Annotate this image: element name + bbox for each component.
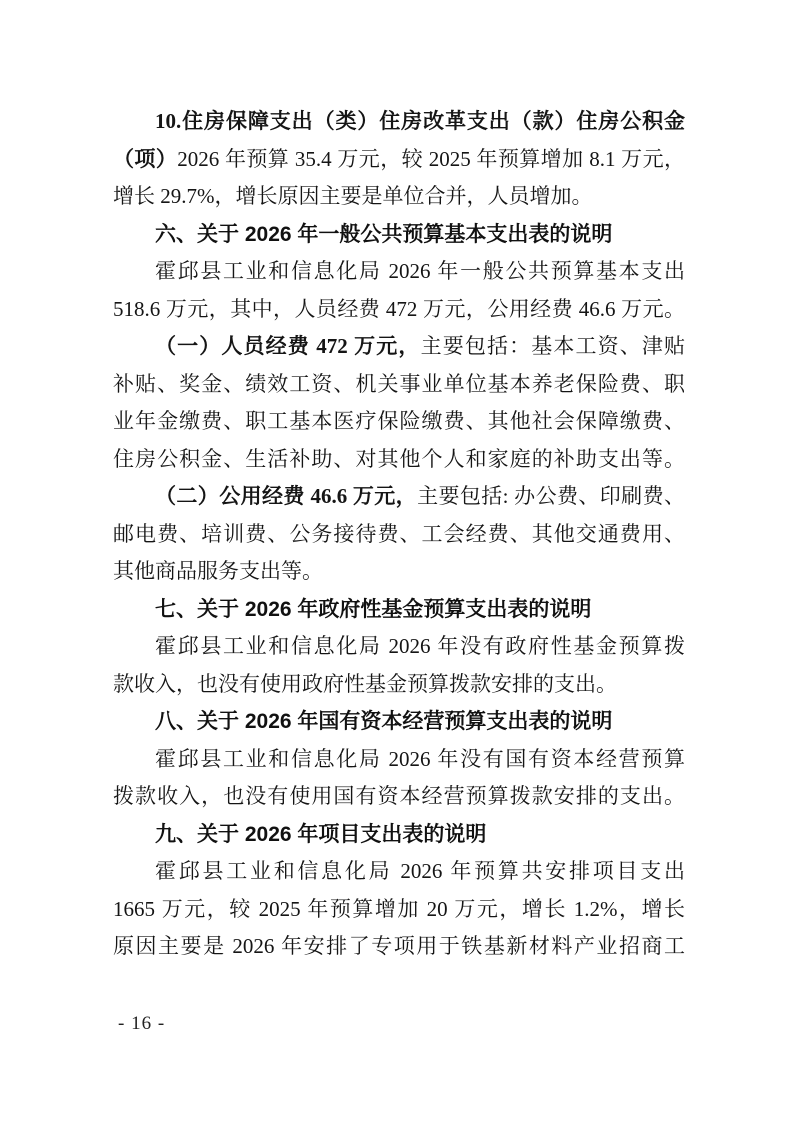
- document-content: [113, 103, 685, 966]
- section9-heading: [113, 816, 685, 854]
- text-segment: 款收入，也没有使用政府性基金预算拨款安排的支出。: [113, 671, 617, 696]
- section7-para-line-1: [113, 628, 685, 666]
- text-segment: 霍邱县工业和信息化局 2026 年没有国有资本经营预算: [155, 746, 685, 771]
- page-number: - 16 -: [118, 1013, 166, 1034]
- item10-housing-line-2: [113, 141, 685, 179]
- text-segment: 2026 年预算 35.4 万元，较 2025 年预算增加 8.1 万元，: [177, 146, 685, 171]
- text-segment: 其他商品服务支出等。: [113, 559, 323, 583]
- bold-text-segment: 八、关于 2026 年国有资本经营预算支出表的说明: [155, 710, 613, 733]
- bold-text-segment: （二）公用经费 46.6 万元，: [155, 484, 418, 508]
- section6-para-line-2: [113, 291, 685, 329]
- text-segment: 主要包括: 办公费、印刷费、: [417, 484, 685, 508]
- text-segment: 霍邱县工业和信息化局 2026 年预算共安排项目支出: [155, 859, 685, 883]
- section6-para-line-1: [113, 253, 685, 291]
- text-segment: 拨款收入，也没有使用国有资本经营预算拨款安排的支出。: [113, 784, 685, 808]
- text-segment: 业年金缴费、职工基本医疗保险缴费、其他社会保障缴费、: [113, 409, 685, 433]
- personnel-funds-line-3: [113, 403, 685, 441]
- item10-housing-line-3: [113, 178, 685, 216]
- text-segment: 主要包括：基本工资、津贴: [420, 334, 686, 358]
- section6-heading: [113, 216, 685, 254]
- text-segment: 原因主要是 2026 年安排了专项用于铁基新材料产业招商工: [113, 934, 685, 958]
- public-funds-line-2: [113, 516, 685, 554]
- public-funds-line-3: [113, 553, 685, 591]
- section9-para-line-1: [113, 853, 685, 891]
- public-funds-line-1: [113, 478, 685, 516]
- text-segment: 霍邱县工业和信息化局 2026 年没有政府性基金预算拨: [155, 634, 685, 658]
- section7-para-line-2: [113, 666, 685, 704]
- section8-heading: [113, 703, 685, 741]
- section7-heading: [113, 591, 685, 629]
- personnel-funds-line-2: [113, 366, 685, 404]
- text-segment: 霍邱县工业和信息化局 2026 年一般公共预算基本支出: [155, 259, 685, 283]
- personnel-funds-line-1: [113, 328, 685, 366]
- section9-para-line-3: [113, 928, 685, 966]
- bold-text-segment: 六、关于 2026 年一般公共预算基本支出表的说明: [155, 222, 613, 246]
- text-segment: 增长 29.7%，增长原因主要是单位合并，人员增加。: [113, 184, 593, 208]
- text-segment: 1665 万元，较 2025 年预算增加 20 万元，增长 1.2%，增长: [113, 896, 685, 921]
- bold-text-segment: （一）人员经费 472 万元，: [155, 334, 421, 358]
- bold-text-segment: 九、关于 2026 年项目支出表的说明: [155, 822, 487, 846]
- section8-para-line-2: [113, 778, 685, 816]
- bold-text-segment: 10.住房保障支出（类）住房改革支出（款）住房公积金: [155, 109, 685, 133]
- text-segment: 518.6 万元，其中，人员经费 472 万元，公用经费 46.6 万元。: [113, 296, 685, 321]
- bold-text-segment: 七、关于 2026 年政府性基金预算支出表的说明: [155, 597, 592, 621]
- bold-text-segment: （项）: [113, 146, 178, 171]
- item10-housing-line-1: [113, 103, 685, 141]
- text-segment: 补贴、奖金、绩效工资、机关事业单位基本养老保险费、职: [113, 371, 685, 396]
- text-segment: 住房公积金、生活补助、对其他个人和家庭的补助支出等。: [113, 446, 685, 471]
- section8-para-line-1: [113, 741, 685, 779]
- personnel-funds-line-4: [113, 441, 685, 479]
- section9-para-line-2: [113, 891, 685, 929]
- text-segment: 邮电费、培训费、公务接待费、工会经费、其他交通费用、: [113, 521, 685, 546]
